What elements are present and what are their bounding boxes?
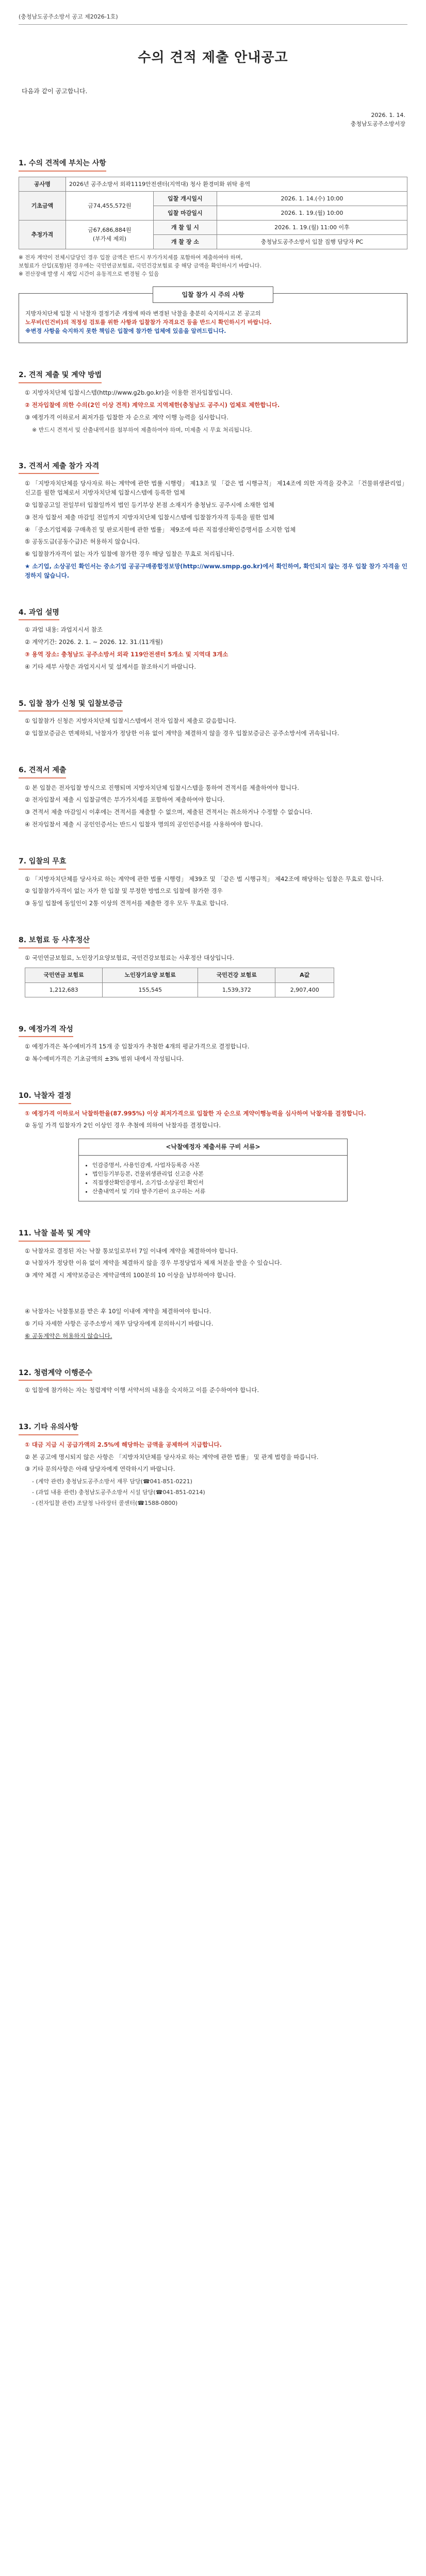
section-6	[19, 765, 407, 829]
list-item: • 산출내역서 및 기타 발주기관이 요구하는 서류	[92, 1187, 347, 1196]
section-13	[19, 1422, 407, 1507]
box-title: <낙찰예정자 제출서류 구비 서류>	[79, 1139, 347, 1156]
table-cell: 2,907,400	[275, 982, 334, 997]
section-8	[19, 935, 407, 997]
section-heading: 11. 낙찰 불복 및 계약	[19, 1228, 407, 1242]
list-item: ① 예정가격은 복수예비가격 15개 중 입찰자가 추첨한 4개의 평균가격으로 결정합니다.	[25, 1043, 250, 1050]
list-item: ① 과업 내용: 과업지시서 참조	[25, 626, 103, 634]
section-heading: 10. 낙찰자 결정	[19, 1091, 407, 1104]
caution-line: 노무비(인건비)의 적정성 검토를 위한 사항과 입찰참가 자격요건 등을 반드시 확인하시기 바랍니다.	[25, 319, 272, 326]
list-item: ② 계약기간: 2026. 2. 1. ~ 2026. 12. 31.(11개월)	[25, 638, 163, 646]
list-item: ① 지방자치단체 입찰시스템(http://www.g2b.go.kr)을 이용한 전자입찰입니다.	[25, 389, 233, 397]
table-label: 개 찰 장 소	[153, 234, 217, 249]
section-11	[19, 1228, 407, 1341]
table-cell: 155,545	[103, 982, 198, 997]
list-item: ⑤ 공동도급(공동수급)은 허용하지 않습니다.	[25, 538, 140, 546]
list-item: ① 본 입찰은 전자입찰 방식으로 진행되며 지방자치단체 입찰시스템을 통하여 견적서를 제출하여야 합니다.	[25, 784, 299, 791]
table-label: 공사명	[19, 177, 66, 191]
star-note: ★ 소기업, 소상공인 확인서는 중소기업 공공구매종합정보망(http://www.smpp.go.kr)에서 확인하여, 확인되지 않는 경우 입찰 참가 자격을 인정하지 않습니다.	[25, 563, 408, 579]
caution-line: ※변경 사항을 숙지하지 못한 책임은 입찰에 참가한 업체에 있음을 알려드립니다.	[25, 328, 226, 335]
list-item: ④ 낙찰자는 낙찰통보를 받은 후 10일 이내에 계약을 체결하여야 합니다.	[25, 1308, 211, 1315]
section-1	[19, 158, 407, 343]
project-name: 2026년 공주소방서 외곽1119안전센터(지역대) 청사 환경미화 위탁 용역	[66, 177, 407, 191]
column-header: 국민연금 보험료	[25, 968, 103, 982]
section-heading: 13. 기타 유의사항	[19, 1422, 407, 1435]
section-3	[19, 461, 407, 581]
notice-id: (충청남도공주소방서 공고 제2026-1호)	[19, 12, 407, 25]
budget-value: 금74,455,572원	[66, 191, 154, 220]
section-heading: 8. 보험료 등 사후정산	[19, 935, 407, 948]
section-heading: 9. 예정가격 작성	[19, 1024, 407, 1038]
column-header: 노인장기요양 보험료	[103, 968, 198, 982]
list-item: ① 예정가격 이하로서 낙찰하한율(87.995%) 이상 최저가격으로 입찰한 자 순으로 계약이행능력을 심사하여 낙찰자를 결정합니다.	[25, 1109, 366, 1117]
caution-title: 입찰 참가 시 주의 사항	[153, 286, 273, 303]
list-item: ③ 계약 체결 시 계약보증금은 계약금액의 100분의 10 이상을 납부하여야 합니다.	[25, 1272, 236, 1279]
section-heading: 4. 과업 설명	[19, 607, 407, 621]
close-datetime: 2026. 1. 19.(월) 10:00	[217, 206, 407, 220]
table-cell: 1,212,683	[25, 982, 103, 997]
bid-open-datetime: 2026. 1. 19.(월) 11:00 이후	[217, 220, 407, 234]
section-4	[19, 607, 407, 672]
list-item: ② 전자입찰에 의한 수의(2인 이상 견적) 계약으로 지역제한(충청남도 공주시) 업체로 제한합니다.	[25, 401, 280, 409]
section-7	[19, 856, 407, 908]
list-item: ② 입찰공고일 전일부터 입찰일까지 법인 등기부상 본점 소재지가 충청남도 공주시에 소재한 업체	[25, 501, 274, 509]
list-item: ② 전자입찰서 제출 시 입찰금액은 부가가치세를 포함하여 제출하여야 합니다.	[25, 796, 225, 804]
section-12	[19, 1368, 407, 1396]
list-item: ① 입찰에 참가하는 자는 청렴계약 이행 서약서의 내용을 숙지하고 이를 준수하여야 합니다.	[25, 1386, 259, 1394]
list-item: ① 입찰참가 신청은 지방자치단체 입찰시스템에서 전자 입찰서 제출로 갈음합니다.	[25, 717, 236, 725]
insurance-table	[25, 968, 334, 997]
table-label: 개 찰 일 시	[153, 220, 217, 234]
list-item: ① 낙찰자로 결정된 자는 낙찰 통보일로부터 7일 이내에 계약을 체결하여야 합니다.	[25, 1247, 238, 1255]
table-notes: ※ 전자 계약이 전체시담당인 경우 입찰 금액은 반드시 부가가치세를 포함하여 제출하여야 하며, 보험료가 산입(포함)된 경우에는 국민연금보험료, 국민건강보험료 중 해당 금액을 확인하시기 바랍니다. ※ 전산장애 발생 시 재입 시간이 유동적으로 변경될 수 있음	[19, 254, 261, 278]
issuer-name: 충청남도공주소방서장	[350, 120, 405, 127]
list-item: ※ 반드시 견적서 및 산출내역서를 첨부하여 제출하여야 하며, 미제출 시 무효 처리됩니다.	[32, 426, 252, 433]
section-heading: 12. 청렴계약 이행준수	[19, 1368, 407, 1381]
contact-line: - (계약 관련) 충청남도공주소방서 재무 담당(☎041-851-0221)	[32, 1478, 192, 1485]
notice-page	[19, 12, 407, 1534]
table-label: 기초금액	[19, 191, 66, 220]
column-header: A값	[275, 968, 334, 982]
list-item: • 인감증명서, 사용인감계, 사업자등록증 사본	[92, 1161, 347, 1170]
list-item: ① 대금 지급 시 공급가액의 2.5%에 해당하는 금액을 공제하여 지급합니다.	[25, 1440, 222, 1448]
contact-line: - (과업 내용 관련) 충청남도공주소방서 시설 담당(☎041-851-0214)	[32, 1489, 205, 1496]
list-item: ② 낙찰자가 정당한 이유 없이 계약을 체결하지 않을 경우 부정당업자 제재 처분을 받을 수 있습니다.	[25, 1259, 282, 1267]
list-item: ② 입찰보증금은 면제하되, 낙찰자가 정당한 이유 없이 계약을 체결하지 않을 경우 입찰보증금은 공주소방서에 귀속됩니다.	[25, 730, 339, 737]
list-item: ① 「지방자치단체를 당사자로 하는 계약에 관한 법률 시행령」 제13조 및 「같은 법 시행규칙」 제14조에 의한 자격을 갖추고 「건물위생관리업」 신고를 필한 업체로서 지방자치단체 입찰시스템에 등록한 업체	[25, 480, 407, 497]
list-item: ③ 동일 입찰에 동일인이 2통 이상의 견적서를 제출한 경우 모두 무효로 합니다.	[25, 900, 228, 907]
table-cell: 1,539,372	[198, 982, 275, 997]
section-5	[19, 699, 407, 738]
list-item: ① 「지방자치단체를 당사자로 하는 계약에 관한 법률 시행령」 제39조 및 「같은 법 시행규칙」 제42조에 해당하는 입찰은 무효로 합니다.	[25, 875, 384, 883]
list-item: ③ 용역 장소: 충청남도 공주소방서 외곽 119안전센터 5개소 및 지역대 3개소	[25, 650, 228, 658]
section-heading: 2. 견적 제출 및 계약 방법	[19, 370, 407, 383]
list-item: ⑥ 입찰참가자격이 없는 자가 입찰에 참가한 경우 해당 입찰은 무효로 처리됩니다.	[25, 550, 235, 558]
list-item: ② 동일 가격 입찰자가 2인 이상인 경우 추첨에 의하여 낙찰자를 결정합니다.	[25, 1122, 221, 1129]
list-item: ③ 기타 문의사항은 아래 담당자에게 연락하시기 바랍니다.	[25, 1465, 175, 1473]
section-9	[19, 1024, 407, 1064]
list-item: ⑤ 기타 자세한 사항은 공주소방서 재무 담당자에게 문의하시기 바랍니다.	[25, 1319, 214, 1327]
page-title: 수의 견적 제출 안내공고	[138, 50, 288, 66]
caution-box	[19, 293, 407, 344]
list-item: ① 국민연금보험료, 노인장기요양보험료, 국민건강보험료는 사후정산 대상입니다.	[25, 954, 235, 961]
estimate-value: 금67,686,884원 (부가세 제외)	[66, 220, 154, 249]
issuer-block	[19, 111, 407, 128]
table-label: 입찰 개시일시	[153, 191, 217, 206]
section-heading: 7. 입찰의 무효	[19, 856, 407, 870]
section-heading: 6. 견적서 제출	[19, 765, 407, 778]
list-item: ② 본 공고에 명시되지 않은 사항은 「지방자치단체를 당사자로 하는 계약에 관한 법률」 및 관계 법령을 따릅니다.	[25, 1453, 319, 1461]
column-header: 국민건강 보험료	[198, 968, 275, 982]
list-item: • 직접생산확인증명서, 소기업·소상공인 확인서	[92, 1178, 347, 1187]
section-10	[19, 1091, 407, 1201]
bid-info-table	[19, 177, 407, 249]
section-heading: 3. 견적서 제출 참가 자격	[19, 461, 407, 474]
list-item: ③ 견적서 제출 마감일시 이후에는 견적서를 제출할 수 없으며, 제출된 견적서는 취소하거나 수정할 수 없습니다.	[25, 808, 313, 816]
list-item: ③ 전자 입찰서 제출 마감일 전일까지 지방자치단체 입찰시스템에 입찰참가자격 등록을 필한 업체	[25, 513, 274, 521]
list-item: ③ 예정가격 이하로서 최저가를 입찰한 자 순으로 계약 이행 능력을 심사합니다.	[25, 413, 228, 421]
list-item: • 법인등기부등본, 건물위생관리업 신고증 사본	[92, 1170, 347, 1178]
table-label: 입찰 마감일시	[153, 206, 217, 220]
bid-open-place: 충청남도공주소방서 입찰 집행 담당자 PC	[217, 234, 407, 249]
list-item: ④ 전자입찰서 제출 시 공인인증서는 반드시 입찰자 명의의 공인인증서를 사용하여야 합니다.	[25, 821, 263, 828]
list-item: ② 입찰참가자격이 없는 자가 한 입찰 및 부정한 방법으로 입찰에 참가한 경우	[25, 887, 223, 895]
section-heading: 1. 수의 견적에 부치는 사항	[19, 158, 407, 172]
section-2	[19, 370, 407, 434]
notice-date: 2026. 1. 14.	[371, 111, 405, 118]
caution-line: 지방자치단체 입찰 시 낙찰자 결정기준 개정에 따라 변경된 낙찰을 충분히 숙지하시고 본 공고의	[25, 310, 261, 317]
table-label: 추정가격	[19, 220, 66, 249]
list-item: ⑥ 공동계약은 허용하지 않습니다.	[25, 1332, 112, 1340]
contact-line: - (전자입찰 관련) 조달청 나라장터 콜센터(☎1588-0800)	[32, 1500, 178, 1507]
required-docs-box	[78, 1139, 348, 1201]
intro-text: 다음과 같이 공고합니다.	[22, 88, 88, 95]
open-datetime: 2026. 1. 14.(수) 10:00	[217, 191, 407, 206]
section-heading: 5. 입찰 참가 신청 및 입찰보증금	[19, 699, 407, 712]
list-item: ④ 「중소기업제품 구매촉진 및 판로지원에 관한 법률」 제9조에 따른 직접생산확인증명서를 소지한 업체	[25, 526, 296, 533]
list-item: ④ 기타 세부 사항은 과업지시서 및 설계서를 참조하시기 바랍니다.	[25, 663, 196, 670]
list-item: ② 복수예비가격은 기초금액의 ±3% 범위 내에서 작성됩니다.	[25, 1055, 184, 1063]
